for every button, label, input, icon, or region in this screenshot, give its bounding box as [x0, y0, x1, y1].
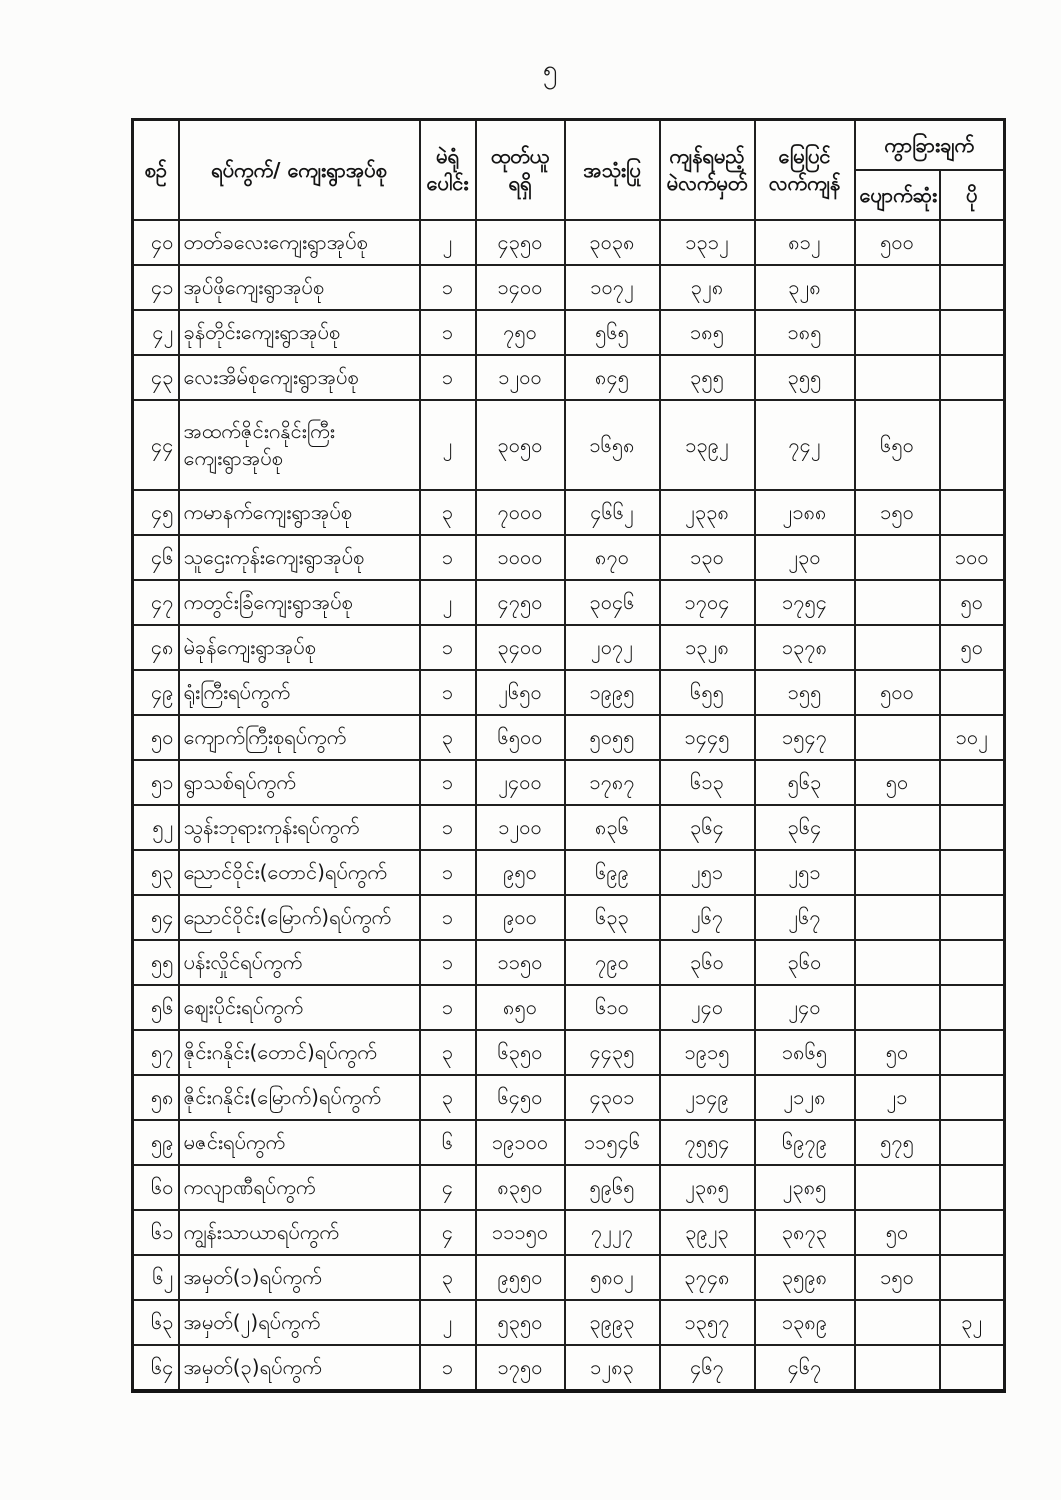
serial-cell: ၄၈ — [133, 625, 179, 670]
stations-cell: ၁ — [420, 355, 476, 400]
stations-cell: ၁ — [420, 265, 476, 310]
ground-cell: ၆၉၇၉ — [755, 1120, 855, 1165]
excess-cell — [940, 940, 1005, 985]
ward-name-cell: ကျွန်းသာယာရပ်ကွက် — [179, 1210, 420, 1255]
remaining-cell: ၂၆၇ — [660, 895, 755, 940]
excess-cell — [940, 400, 1005, 490]
stations-cell: ၁ — [420, 310, 476, 355]
ground-cell: ၃၂၈ — [755, 265, 855, 310]
ground-cell: ၂၆၇ — [755, 895, 855, 940]
remaining-cell: ၁၃၅၇ — [660, 1300, 755, 1345]
excess-cell — [940, 1030, 1005, 1075]
ward-name-cell: ညောင်ဝိုင်း(မြောက်)ရပ်ကွက် — [179, 895, 420, 940]
table-row — [133, 850, 1005, 895]
excess-cell — [940, 1120, 1005, 1165]
lost-cell: ၅၀ — [855, 760, 940, 805]
serial-cell: ၅၁ — [133, 760, 179, 805]
ground-cell: ၂၃၈၅ — [755, 1165, 855, 1210]
stations-cell: ၄ — [420, 1210, 476, 1255]
lost-cell: ၅၀ — [855, 1030, 940, 1075]
lost-cell — [855, 535, 940, 580]
excess-cell: ၅၀ — [940, 580, 1005, 625]
ward-name-cell: ဈေးပိုင်းရပ်ကွက် — [179, 985, 420, 1030]
lost-cell — [855, 1165, 940, 1210]
lost-cell — [855, 265, 940, 310]
received-cell: ၁၉၁၀၀ — [476, 1120, 565, 1165]
stations-cell: ၁ — [420, 985, 476, 1030]
remaining-cell: ၄၆၇ — [660, 1345, 755, 1391]
table-row — [133, 625, 1005, 670]
used-cell: ၁၂၈၃ — [565, 1345, 660, 1391]
received-cell: ၅၃၅၀ — [476, 1300, 565, 1345]
received-cell: ၄၇၅၀ — [476, 580, 565, 625]
remaining-cell: ၃၉၂၃ — [660, 1210, 755, 1255]
table-row — [133, 670, 1005, 715]
excess-cell — [940, 1345, 1005, 1391]
excess-cell — [940, 1165, 1005, 1210]
excess-cell — [940, 220, 1005, 265]
received-cell: ၆၃၅၀ — [476, 1030, 565, 1075]
stations-cell: ၆ — [420, 1120, 476, 1165]
serial-cell: ၄၆ — [133, 535, 179, 580]
table-row — [133, 715, 1005, 760]
ground-cell: ၅၆၃ — [755, 760, 855, 805]
excess-cell — [940, 490, 1005, 535]
excess-cell — [940, 985, 1005, 1030]
received-cell: ၉၀၀ — [476, 895, 565, 940]
table-row — [133, 400, 1005, 490]
received-cell: ၇၅၀ — [476, 310, 565, 355]
ward-name-cell: ဇိုင်းဂနိုင်း(မြောက်)ရပ်ကွက် — [179, 1075, 420, 1120]
table-row — [133, 805, 1005, 850]
used-cell: ၄၆၆၂ — [565, 490, 660, 535]
remaining-cell: ၃၇၄၈ — [660, 1255, 755, 1300]
serial-cell: ၄၄ — [133, 400, 179, 490]
stations-cell: ၂ — [420, 400, 476, 490]
lost-cell: ၂၁ — [855, 1075, 940, 1120]
serial-cell: ၄၉ — [133, 670, 179, 715]
received-cell: ၉၅၀ — [476, 850, 565, 895]
ground-cell: ၁၅၅ — [755, 670, 855, 715]
stations-cell: ၁ — [420, 850, 476, 895]
remaining-cell: ၆၅၅ — [660, 670, 755, 715]
received-cell: ၁၄၀၀ — [476, 265, 565, 310]
table-row — [133, 1255, 1005, 1300]
table-row — [133, 490, 1005, 535]
used-cell: ၅၀၅၅ — [565, 715, 660, 760]
header-difference-group: ကွာခြားချက် — [855, 120, 1005, 171]
serial-cell: ၅၆ — [133, 985, 179, 1030]
received-cell: ၉၅၅၀ — [476, 1255, 565, 1300]
table-row — [133, 355, 1005, 400]
serial-cell: ၅၄ — [133, 895, 179, 940]
ward-name-cell: မဲခုန်ကျေးရွာအုပ်စု — [179, 625, 420, 670]
ground-cell: ၂၁၂၈ — [755, 1075, 855, 1120]
excess-cell — [940, 1255, 1005, 1300]
used-cell: ၁၆၅၈ — [565, 400, 660, 490]
table-row — [133, 1165, 1005, 1210]
remaining-cell: ၁၇၀၄ — [660, 580, 755, 625]
stations-cell: ၁ — [420, 760, 476, 805]
table-row — [133, 1120, 1005, 1165]
excess-cell — [940, 895, 1005, 940]
stations-cell: ၁ — [420, 1345, 476, 1391]
excess-cell — [940, 1210, 1005, 1255]
header-remaining-ballots: ကျန်ရမည့် မဲလက်မှတ် — [660, 120, 755, 221]
received-cell: ၁၀၀၀ — [476, 535, 565, 580]
lost-cell — [855, 625, 940, 670]
ground-cell: ၁၃၈၉ — [755, 1300, 855, 1345]
lost-cell — [855, 850, 940, 895]
used-cell: ၅၈၀၂ — [565, 1255, 660, 1300]
remaining-cell: ၂၃၃၈ — [660, 490, 755, 535]
serial-cell: ၄၀ — [133, 220, 179, 265]
remaining-cell: ၁၃၀ — [660, 535, 755, 580]
lost-cell — [855, 805, 940, 850]
used-cell: ၆၁၀ — [565, 985, 660, 1030]
table-row — [133, 1210, 1005, 1255]
used-cell: ၄၃၀၁ — [565, 1075, 660, 1120]
stations-cell: ၁ — [420, 535, 476, 580]
used-cell: ၄၄၃၅ — [565, 1030, 660, 1075]
stations-cell: ၁ — [420, 625, 476, 670]
remaining-cell: ၃၅၅ — [660, 355, 755, 400]
received-cell: ၃၀၅၀ — [476, 400, 565, 490]
remaining-cell: ၃၆၀ — [660, 940, 755, 985]
remaining-cell: ၁၈၅ — [660, 310, 755, 355]
remaining-cell: ၂၅၁ — [660, 850, 755, 895]
ward-name-cell: သွန်းဘုရားကုန်းရပ်ကွက် — [179, 805, 420, 850]
remaining-cell: ၇၅၅၄ — [660, 1120, 755, 1165]
remaining-cell: ၃၆၄ — [660, 805, 755, 850]
excess-cell — [940, 805, 1005, 850]
header-ground-balance: မြေပြင် လက်ကျန် — [755, 120, 855, 221]
ground-cell: ၂၄၀ — [755, 985, 855, 1030]
ward-name-cell: ရုံးကြီးရပ်ကွက် — [179, 670, 420, 715]
received-cell: ၁၁၅၀ — [476, 940, 565, 985]
table-row — [133, 535, 1005, 580]
stations-cell: ၃ — [420, 1255, 476, 1300]
table-body — [133, 220, 1005, 1391]
ground-cell: ၁၅၄၇ — [755, 715, 855, 760]
stations-cell: ၃ — [420, 490, 476, 535]
received-cell: ၃၄၀၀ — [476, 625, 565, 670]
ward-name-cell: အထက်ဇိုင်းဂနိုင်းကြီး ကျေးရွာအုပ်စု — [179, 400, 420, 490]
lost-cell — [855, 580, 940, 625]
ballot-allocation-table — [131, 118, 1006, 1393]
serial-cell: ၅၀ — [133, 715, 179, 760]
received-cell: ၁၂၀၀ — [476, 805, 565, 850]
stations-cell: ၁ — [420, 805, 476, 850]
used-cell: ၇၉၀ — [565, 940, 660, 985]
received-cell: ၁၇၅၀ — [476, 1345, 565, 1391]
stations-cell: ၄ — [420, 1165, 476, 1210]
stations-cell: ၁ — [420, 670, 476, 715]
used-cell: ၆၉၉ — [565, 850, 660, 895]
ground-cell: ၂၃၀ — [755, 535, 855, 580]
table-row — [133, 985, 1005, 1030]
excess-cell — [940, 265, 1005, 310]
received-cell: ၄၃၅၀ — [476, 220, 565, 265]
excess-cell — [940, 355, 1005, 400]
table-header — [133, 120, 1005, 221]
lost-cell — [855, 985, 940, 1030]
lost-cell — [855, 1345, 940, 1391]
ward-name-cell: ကျောက်ကြီးစုရပ်ကွက် — [179, 715, 420, 760]
table-row — [133, 1300, 1005, 1345]
ground-cell: ၂၅၁ — [755, 850, 855, 895]
table-row — [133, 1030, 1005, 1075]
received-cell: ၁၁၁၅၀ — [476, 1210, 565, 1255]
remaining-cell: ၆၁၃ — [660, 760, 755, 805]
remaining-cell: ၃၂၈ — [660, 265, 755, 310]
ward-name-cell: ရွာသစ်ရပ်ကွက် — [179, 760, 420, 805]
ground-cell: ၄၆၇ — [755, 1345, 855, 1391]
used-cell: ၆၃၃ — [565, 895, 660, 940]
lost-cell: ၅၇၅ — [855, 1120, 940, 1165]
excess-cell — [940, 850, 1005, 895]
table-row — [133, 580, 1005, 625]
excess-cell — [940, 310, 1005, 355]
serial-cell: ၄၇ — [133, 580, 179, 625]
header-serial: စဉ် — [133, 120, 179, 221]
ground-cell: ၁၃၇၈ — [755, 625, 855, 670]
ward-name-cell: ပန်းလှိုင်ရပ်ကွက် — [179, 940, 420, 985]
ward-name-cell: လေးအိမ်စုကျေးရွာအုပ်စု — [179, 355, 420, 400]
received-cell: ၁၂၀၀ — [476, 355, 565, 400]
used-cell: ၇၂၂၇ — [565, 1210, 660, 1255]
ward-name-cell: တတ်ခလေးကျေးရွာအုပ်စု — [179, 220, 420, 265]
used-cell: ၈၃၆ — [565, 805, 660, 850]
ward-name-cell: မဇင်းရပ်ကွက် — [179, 1120, 420, 1165]
table-row — [133, 895, 1005, 940]
serial-cell: ၅၅ — [133, 940, 179, 985]
used-cell: ၃၀၃၈ — [565, 220, 660, 265]
excess-cell: ၁၀၀ — [940, 535, 1005, 580]
lost-cell: ၅၀၀ — [855, 220, 940, 265]
excess-cell: ၅၀ — [940, 625, 1005, 670]
used-cell: ၅၆၅ — [565, 310, 660, 355]
lost-cell: ၅၀၀ — [855, 670, 940, 715]
lost-cell: ၆၅၀ — [855, 400, 940, 490]
serial-cell: ၅၉ — [133, 1120, 179, 1165]
ward-name-cell: ဇိုင်းဂနိုင်း(တောင်)ရပ်ကွက် — [179, 1030, 420, 1075]
header-polling-stations: မဲရုံ ပေါင်း — [420, 120, 476, 221]
table-row — [133, 310, 1005, 355]
ground-cell: ၃၅၅ — [755, 355, 855, 400]
header-excess: ပို — [940, 170, 1005, 220]
ground-cell: ၁၇၅၄ — [755, 580, 855, 625]
lost-cell: ၁၅၀ — [855, 1255, 940, 1300]
ward-name-cell: အမှတ်(၃)ရပ်ကွက် — [179, 1345, 420, 1391]
excess-cell — [940, 1075, 1005, 1120]
excess-cell: ၃၂ — [940, 1300, 1005, 1345]
ground-cell: ၃၅၉၈ — [755, 1255, 855, 1300]
used-cell: ၁၇၈၇ — [565, 760, 660, 805]
ward-name-cell: သူဌေးကုန်းကျေးရွာအုပ်စု — [179, 535, 420, 580]
stations-cell: ၂ — [420, 220, 476, 265]
ground-cell: ၂၁၈၈ — [755, 490, 855, 535]
used-cell: ၃၀၄၆ — [565, 580, 660, 625]
ward-name-cell: ကတွင်းခြံကျေးရွာအုပ်စု — [179, 580, 420, 625]
remaining-cell: ၁၄၄၅ — [660, 715, 755, 760]
serial-cell: ၆၂ — [133, 1255, 179, 1300]
used-cell: ၈၇၀ — [565, 535, 660, 580]
ground-cell: ၃၆၄ — [755, 805, 855, 850]
excess-cell — [940, 760, 1005, 805]
lost-cell: ၁၅၀ — [855, 490, 940, 535]
lost-cell — [855, 355, 940, 400]
serial-cell: ၄၅ — [133, 490, 179, 535]
serial-cell: ၆၄ — [133, 1345, 179, 1391]
stations-cell: ၂ — [420, 1300, 476, 1345]
table-row — [133, 1075, 1005, 1120]
remaining-cell: ၁၃၁၂ — [660, 220, 755, 265]
excess-cell — [940, 670, 1005, 715]
serial-cell: ၄၂ — [133, 310, 179, 355]
ward-name-cell: ကလျာဏီရပ်ကွက် — [179, 1165, 420, 1210]
used-cell: ၁၁၅၄၆ — [565, 1120, 660, 1165]
remaining-cell: ၂၃၈၅ — [660, 1165, 755, 1210]
received-cell: ၆၄၅၀ — [476, 1075, 565, 1120]
used-cell: ၅၉၆၅ — [565, 1165, 660, 1210]
header-received: ထုတ်ယူ ရရှိ — [476, 120, 565, 221]
table-row — [133, 940, 1005, 985]
table-row — [133, 760, 1005, 805]
ground-cell: ၈၁၂ — [755, 220, 855, 265]
stations-cell: ၁ — [420, 895, 476, 940]
serial-cell: ၆၁ — [133, 1210, 179, 1255]
ground-cell: ၃၈၇၃ — [755, 1210, 855, 1255]
lost-cell — [855, 715, 940, 760]
serial-cell: ၆၃ — [133, 1300, 179, 1345]
used-cell: ၁၉၉၅ — [565, 670, 660, 715]
ward-name-cell: အုပ်ဖိုကျေးရွာအုပ်စု — [179, 265, 420, 310]
excess-cell: ၁၀၂ — [940, 715, 1005, 760]
serial-cell: ၅၈ — [133, 1075, 179, 1120]
ground-cell: ၁၈၆၅ — [755, 1030, 855, 1075]
ward-name-cell: ခုန်တိုင်းကျေးရွာအုပ်စု — [179, 310, 420, 355]
ward-name-line2: ကျေးရွာအုပ်စု — [183, 446, 283, 470]
ward-name-cell: အမှတ်(၁)ရပ်ကွက် — [179, 1255, 420, 1300]
used-cell: ၂၀၇၂ — [565, 625, 660, 670]
remaining-cell: ၂၄၀ — [660, 985, 755, 1030]
stations-cell: ၃ — [420, 715, 476, 760]
received-cell: ၆၅၀၀ — [476, 715, 565, 760]
lost-cell — [855, 1300, 940, 1345]
header-used: အသုံးပြု — [565, 120, 660, 221]
ward-name-cell: ကမာနက်ကျေးရွာအုပ်စု — [179, 490, 420, 535]
serial-cell: ၅၃ — [133, 850, 179, 895]
remaining-cell: ၁၃၂၈ — [660, 625, 755, 670]
table-row — [133, 220, 1005, 265]
stations-cell: ၃ — [420, 1030, 476, 1075]
received-cell: ၈၃၅၀ — [476, 1165, 565, 1210]
lost-cell: ၅၀ — [855, 1210, 940, 1255]
received-cell: ၂၆၅၀ — [476, 670, 565, 715]
used-cell: ၃၉၉၃ — [565, 1300, 660, 1345]
remaining-cell: ၂၁၄၉ — [660, 1075, 755, 1120]
header-lost: ပျောက်ဆုံး — [855, 170, 940, 220]
stations-cell: ၃ — [420, 1075, 476, 1120]
stations-cell: ၂ — [420, 580, 476, 625]
lost-cell — [855, 310, 940, 355]
ward-name-cell: ညောင်ဝိုင်း(တောင်)ရပ်ကွက် — [179, 850, 420, 895]
stations-cell: ၁ — [420, 940, 476, 985]
serial-cell: ၆၀ — [133, 1165, 179, 1210]
lost-cell — [855, 940, 940, 985]
remaining-cell: ၁၃၉၂ — [660, 400, 755, 490]
received-cell: ၇၀၀၀ — [476, 490, 565, 535]
serial-cell: ၄၃ — [133, 355, 179, 400]
page-number: ၅ — [542, 55, 558, 85]
ward-name-cell: အမှတ်(၂)ရပ်ကွက် — [179, 1300, 420, 1345]
used-cell: ၁၀၇၂ — [565, 265, 660, 310]
used-cell: ၈၄၅ — [565, 355, 660, 400]
remaining-cell: ၁၉၁၅ — [660, 1030, 755, 1075]
table-row — [133, 1345, 1005, 1391]
lost-cell — [855, 895, 940, 940]
header-ward-name: ရပ်ကွက်/ ကျေးရွာအုပ်စု — [179, 120, 420, 221]
received-cell: ၂၄၀၀ — [476, 760, 565, 805]
serial-cell: ၄၁ — [133, 265, 179, 310]
table-row — [133, 265, 1005, 310]
serial-cell: ၅၂ — [133, 805, 179, 850]
serial-cell: ၅၇ — [133, 1030, 179, 1075]
ground-cell: ၁၈၅ — [755, 310, 855, 355]
ground-cell: ၃၆၀ — [755, 940, 855, 985]
received-cell: ၈၅၀ — [476, 985, 565, 1030]
ground-cell: ၇၄၂ — [755, 400, 855, 490]
